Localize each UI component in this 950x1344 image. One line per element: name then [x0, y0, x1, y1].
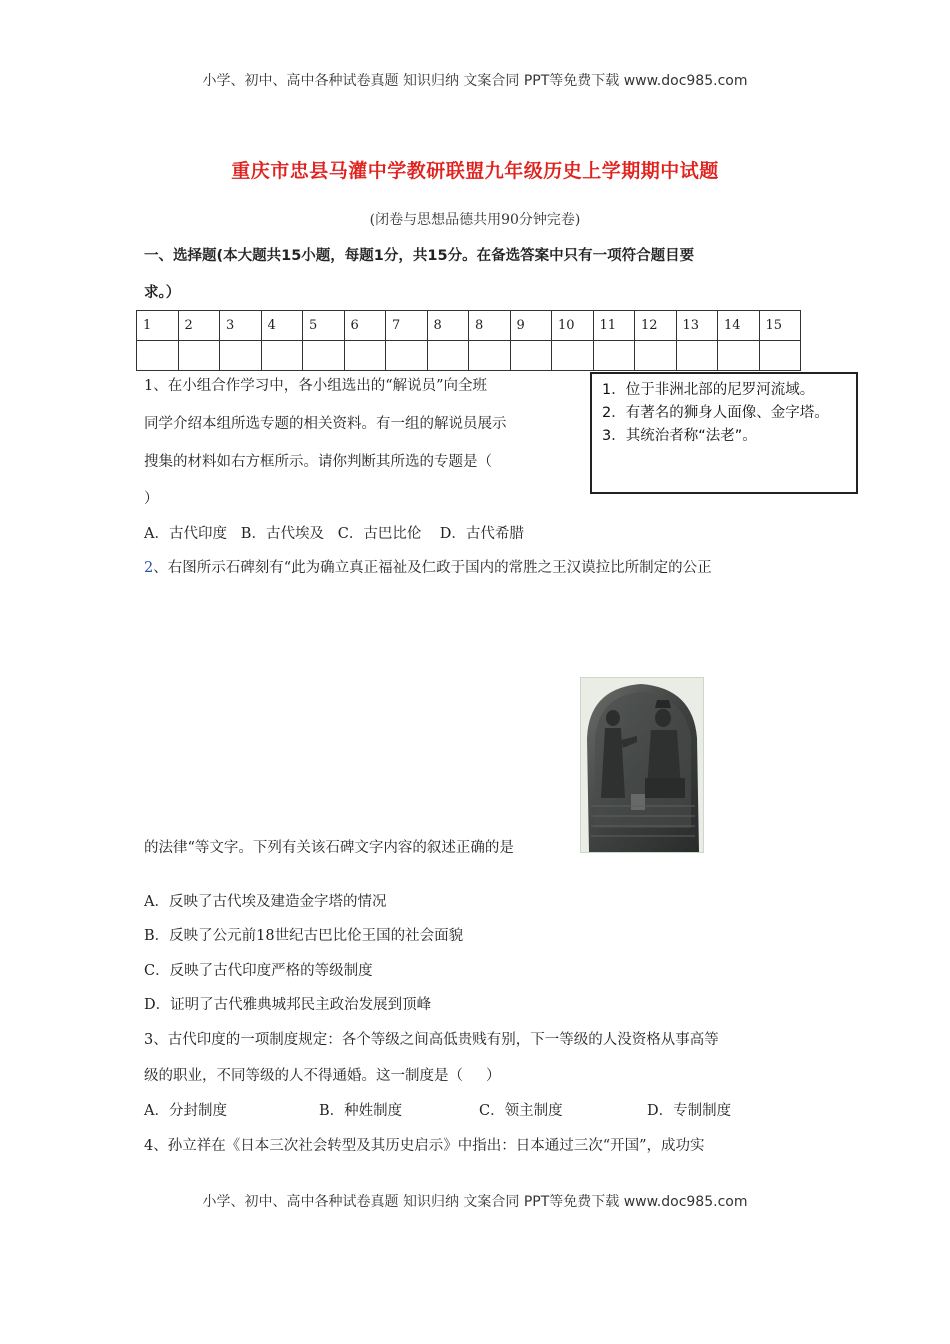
- answer-blank-cell[interactable]: [469, 341, 511, 371]
- answer-blank-cell[interactable]: [593, 341, 635, 371]
- q1-line: ）: [144, 491, 159, 507]
- answer-blank-cell[interactable]: [386, 341, 428, 371]
- q1-line: 同学介绍本组所选专题的相关资料。有一组的解说员展示: [144, 416, 507, 432]
- answer-number-cell: 8: [469, 311, 511, 341]
- q2-line2: 的法律“等文字。下列有关该石碑文字内容的叙述正确的是: [144, 840, 514, 856]
- q3-line: 3、古代印度的一项制度规定：各个等级之间高低贵贱有别，下一等级的人没资格从事高等: [144, 1032, 719, 1048]
- answer-blank-cell[interactable]: [137, 341, 179, 371]
- answer-number-cell: 2: [178, 311, 220, 341]
- answer-blank-cell[interactable]: [552, 341, 594, 371]
- answer-blank-cell[interactable]: [344, 341, 386, 371]
- q2-number: 2: [144, 560, 154, 576]
- answer-number-cell: 4: [261, 311, 303, 341]
- q2-option: D．证明了古代雅典城邦民主政治发展到顶峰: [144, 997, 432, 1013]
- answer-table-blank-row: [137, 341, 801, 371]
- q2-line1: [144, 556, 712, 577]
- section-heading-line2: 求。）: [144, 285, 181, 301]
- q1-line: 1、在小组合作学习中，各小组选出的“解说员”向全班: [144, 378, 488, 394]
- page-header: 小学、初中、高中各种试卷真题 知识归纳 文案合同 PPT等免费下载 www.doc985.com: [202, 73, 748, 89]
- answer-blank-cell[interactable]: [303, 341, 345, 371]
- answer-number-cell: 3: [220, 311, 262, 341]
- q1-box-item: 2．有著名的狮身人面像、金字塔。: [602, 405, 829, 421]
- q2-option: C．反映了古代印度严格的等级制度: [144, 963, 373, 979]
- answer-number-cell: 9: [510, 311, 552, 341]
- q3-option: C．领主制度: [479, 1103, 563, 1119]
- answer-blank-cell[interactable]: [427, 341, 469, 371]
- answer-blank-cell[interactable]: [178, 341, 220, 371]
- answer-number-cell: 10: [552, 311, 594, 341]
- stele-illustration: [581, 678, 703, 852]
- answer-number-cell: 1: [137, 311, 179, 341]
- q2-option: A．反映了古代埃及建造金字塔的情况: [144, 894, 387, 910]
- q3-line: 级的职业，不同等级的人不得通婚。这一制度是（ ）: [144, 1068, 501, 1084]
- answer-number-cell: 8: [427, 311, 469, 341]
- q2-option: B．反映了公元前18世纪古巴比伦王国的社会面貌: [144, 928, 464, 944]
- answer-blank-cell[interactable]: [759, 341, 801, 371]
- answer-number-cell: 15: [759, 311, 801, 341]
- answer-blank-cell[interactable]: [220, 341, 262, 371]
- exam-title: 重庆市忠县马灌中学教研联盟九年级历史上学期期中试题: [231, 160, 719, 182]
- q3-option: A．分封制度: [144, 1103, 227, 1119]
- q1-line: 搜集的材料如右方框所示。请你判断其所选的专题是（: [144, 454, 492, 470]
- answer-number-cell: 6: [344, 311, 386, 341]
- section-heading-line1: 一、选择题(本大题共15小题，每题1分，共15分。在备选答案中只有一项符合题目要: [144, 248, 695, 264]
- hammurabi-stele-image: [580, 677, 704, 853]
- answer-blank-cell[interactable]: [261, 341, 303, 371]
- q1-box-item: 3．其统治者称“法老”。: [602, 428, 757, 444]
- q3-option: B．种姓制度: [319, 1103, 403, 1119]
- answer-number-cell: 13: [676, 311, 718, 341]
- answer-blank-cell[interactable]: [718, 341, 760, 371]
- answer-table: [136, 310, 801, 371]
- answer-table-number-row: [137, 311, 801, 341]
- q1-material-box: [590, 372, 858, 494]
- answer-number-cell: 14: [718, 311, 760, 341]
- answer-number-cell: 7: [386, 311, 428, 341]
- answer-number-cell: 11: [593, 311, 635, 341]
- q2-line1-text: 、右图所示石碑刻有“此为确立真正福祉及仁政于国内的常胜之王汉谟拉比所制定的公正: [153, 560, 712, 576]
- q3-option: D．专制制度: [647, 1103, 732, 1119]
- answer-blank-cell[interactable]: [635, 341, 677, 371]
- q1-options: A．古代印度 B．古代埃及 C．古巴比伦 D．古代希腊: [144, 526, 524, 542]
- answer-blank-cell[interactable]: [676, 341, 718, 371]
- answer-blank-cell[interactable]: [510, 341, 552, 371]
- page-footer: 小学、初中、高中各种试卷真题 知识归纳 文案合同 PPT等免费下载 www.doc985.com: [202, 1194, 748, 1210]
- answer-number-cell: 12: [635, 311, 677, 341]
- answer-number-cell: 5: [303, 311, 345, 341]
- q1-box-item: 1．位于非洲北部的尼罗河流域。: [602, 382, 815, 398]
- exam-subtitle: (闭卷与思想品德共用90分钟完卷): [369, 212, 581, 228]
- q4-line: 4、孙立祥在《日本三次社会转型及其历史启示》中指出：日本通过三次“开国”，成功实: [144, 1138, 705, 1154]
